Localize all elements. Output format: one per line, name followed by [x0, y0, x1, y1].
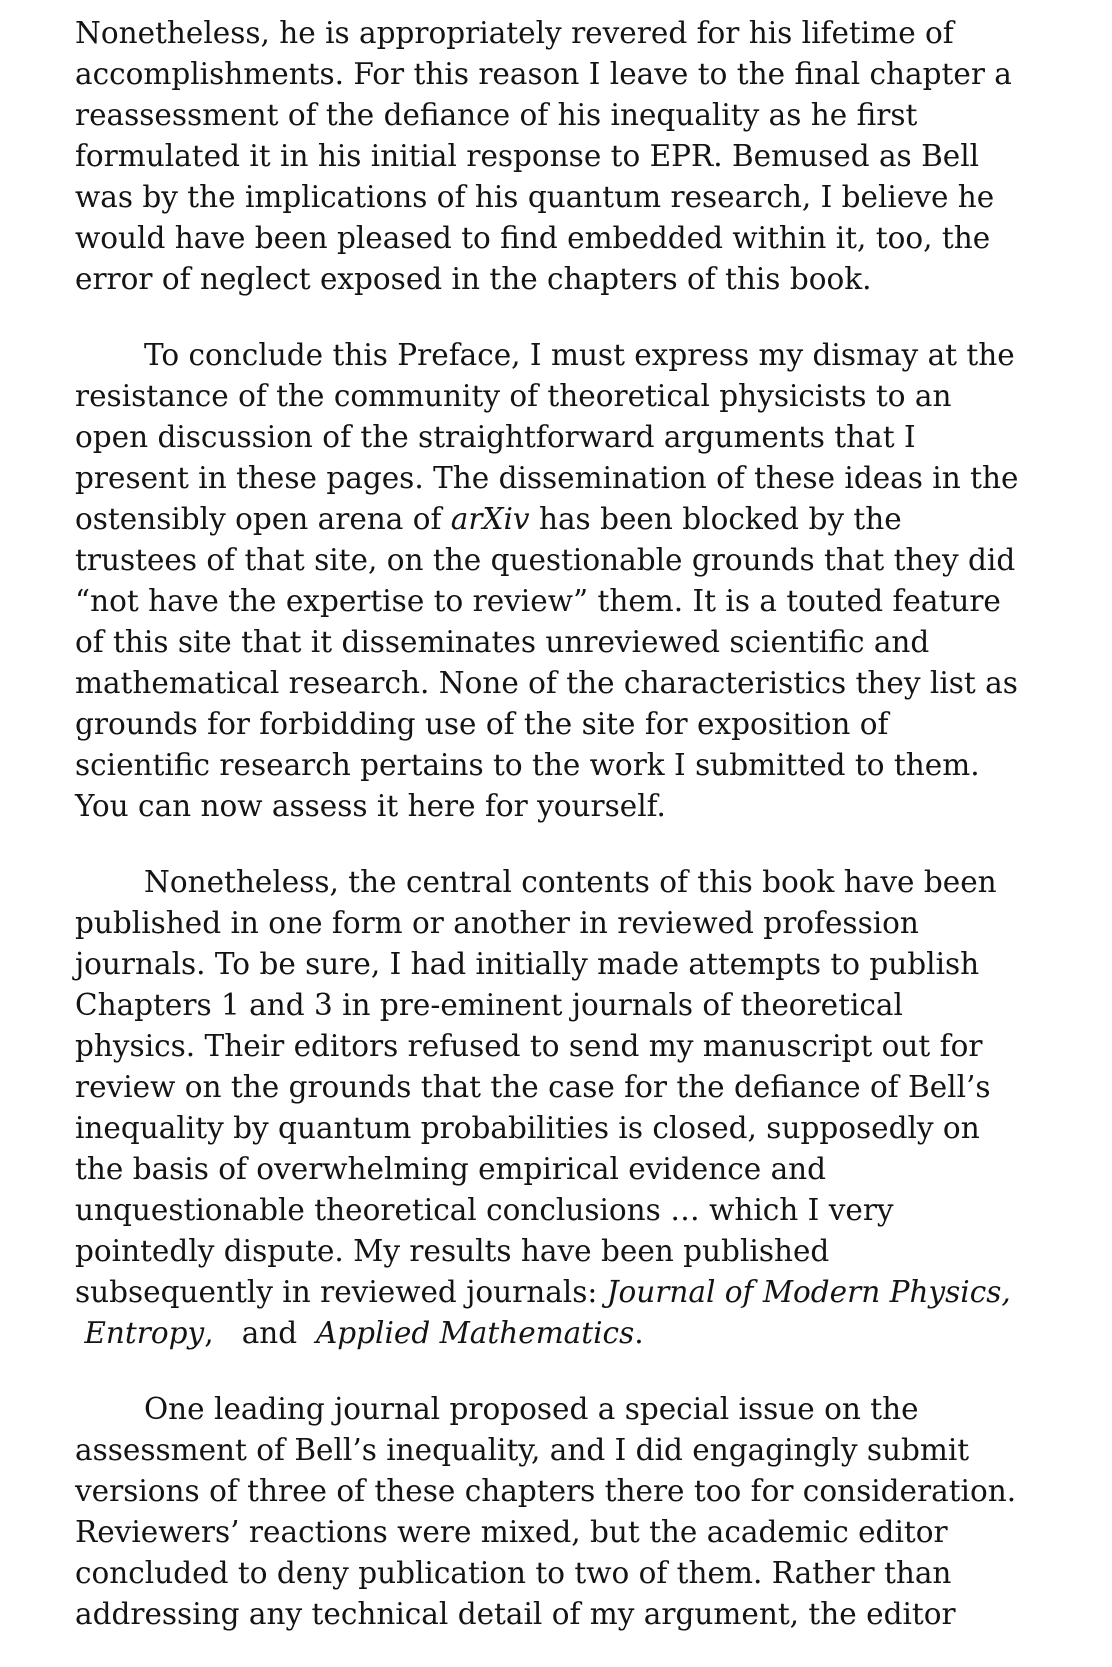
- text-line: published in one form or another in reviewed profession: [75, 906, 919, 940]
- text-line: pointedly dispute. My results have been published: [75, 1234, 830, 1268]
- text-segment: .: [634, 1316, 644, 1350]
- text-line: review on the grounds that the case for the defiance of Bell’s: [75, 1070, 991, 1104]
- text-line: Chapters 1 and 3 in pre-eminent journals of theoretical: [75, 988, 903, 1022]
- text-line: One leading journal proposed a special issue on the: [144, 1392, 919, 1426]
- italic-journal-title: Entropy: [84, 1316, 205, 1350]
- text-line: physics. Their editors refused to send my manuscript out for: [75, 1029, 983, 1063]
- text-line: mathematical research. None of the characteristics they list as: [75, 666, 1018, 700]
- text-line: journals. To be sure, I had initially made attempts to publish: [75, 947, 980, 981]
- text-line: concluded to deny publication to two of them. Rather than: [75, 1556, 952, 1590]
- text-line: open discussion of the straightforward arguments that I: [75, 420, 916, 454]
- text-line: formulated it in his initial response to EPR. Bemused as Bell: [75, 139, 980, 173]
- text-line: accomplishments. For this reason I leave to the final chapter a: [75, 57, 1012, 91]
- italic-journal-title: Journal of Modern Physics,: [606, 1275, 1011, 1309]
- text-line: Nonetheless, the central contents of this book have been: [144, 865, 997, 899]
- paragraph-gap: [75, 827, 1112, 862]
- text-line: [75, 1313, 1112, 1354]
- text-line: [75, 1272, 1112, 1313]
- paragraph-1: [75, 13, 1112, 300]
- text-segment: ostensibly open arena of: [75, 502, 451, 536]
- text-line: Reviewers’ reactions were mixed, but the academic editor: [75, 1515, 948, 1549]
- text-line: grounds for forbidding use of the site for exposition of: [75, 707, 889, 741]
- text-line: reassessment of the defiance of his inequality as he first: [75, 98, 918, 132]
- paragraph-4: [75, 1389, 1112, 1635]
- text-segment: , and: [204, 1316, 316, 1350]
- text-segment: has been blocked by the: [529, 502, 902, 536]
- text-line: inequality by quantum probabilities is closed, supposedly on: [75, 1111, 980, 1145]
- text-line: addressing any technical detail of my argument, the editor: [75, 1597, 956, 1631]
- text-line: unquestionable theoretical conclusions … which I very: [75, 1193, 894, 1227]
- text-line: assessment of Bell’s inequality, and I did engagingly submit: [75, 1433, 970, 1467]
- text-line: present in these pages. The dissemination of these ideas in the: [75, 461, 1019, 495]
- text-segment: subsequently in reviewed journals:: [75, 1275, 607, 1309]
- text-line: was by the implications of his quantum research, I believe he: [75, 180, 995, 214]
- text-line: Nonetheless, he is appropriately revered for his lifetime of: [75, 16, 954, 50]
- text-line: “not have the expertise to review” them. It is a touted feature: [75, 584, 1001, 618]
- text-line: resistance of the community of theoretical physicists to an: [75, 379, 952, 413]
- text-line: To conclude this Preface, I must express my dismay at the: [144, 338, 1015, 372]
- text-line: versions of three of these chapters there too for consideration.: [75, 1474, 1017, 1508]
- text-line: error of neglect exposed in the chapters of this book.: [75, 262, 872, 296]
- paragraph-gap: [75, 300, 1112, 335]
- text-line: You can now assess it here for yourself.: [75, 789, 666, 823]
- text-line: would have been pleased to find embedded within it, too, the: [75, 221, 991, 255]
- text-line: of this site that it disseminates unreviewed scientific and: [75, 625, 930, 659]
- text-line: trustees of that site, on the questionable grounds that they did: [75, 543, 1016, 577]
- text-line: [75, 499, 1112, 540]
- text-segment: [75, 1316, 84, 1350]
- text-line: the basis of overwhelming empirical evidence and: [75, 1152, 827, 1186]
- italic-journal-title: Applied Mathematics: [315, 1316, 635, 1350]
- paragraph-3: [75, 862, 1112, 1354]
- text-line: scientific research pertains to the work I submitted to them.: [75, 748, 980, 782]
- paragraph-gap: [75, 1354, 1112, 1389]
- paragraph-2: [75, 335, 1112, 827]
- italic-term: arXiv: [450, 502, 530, 536]
